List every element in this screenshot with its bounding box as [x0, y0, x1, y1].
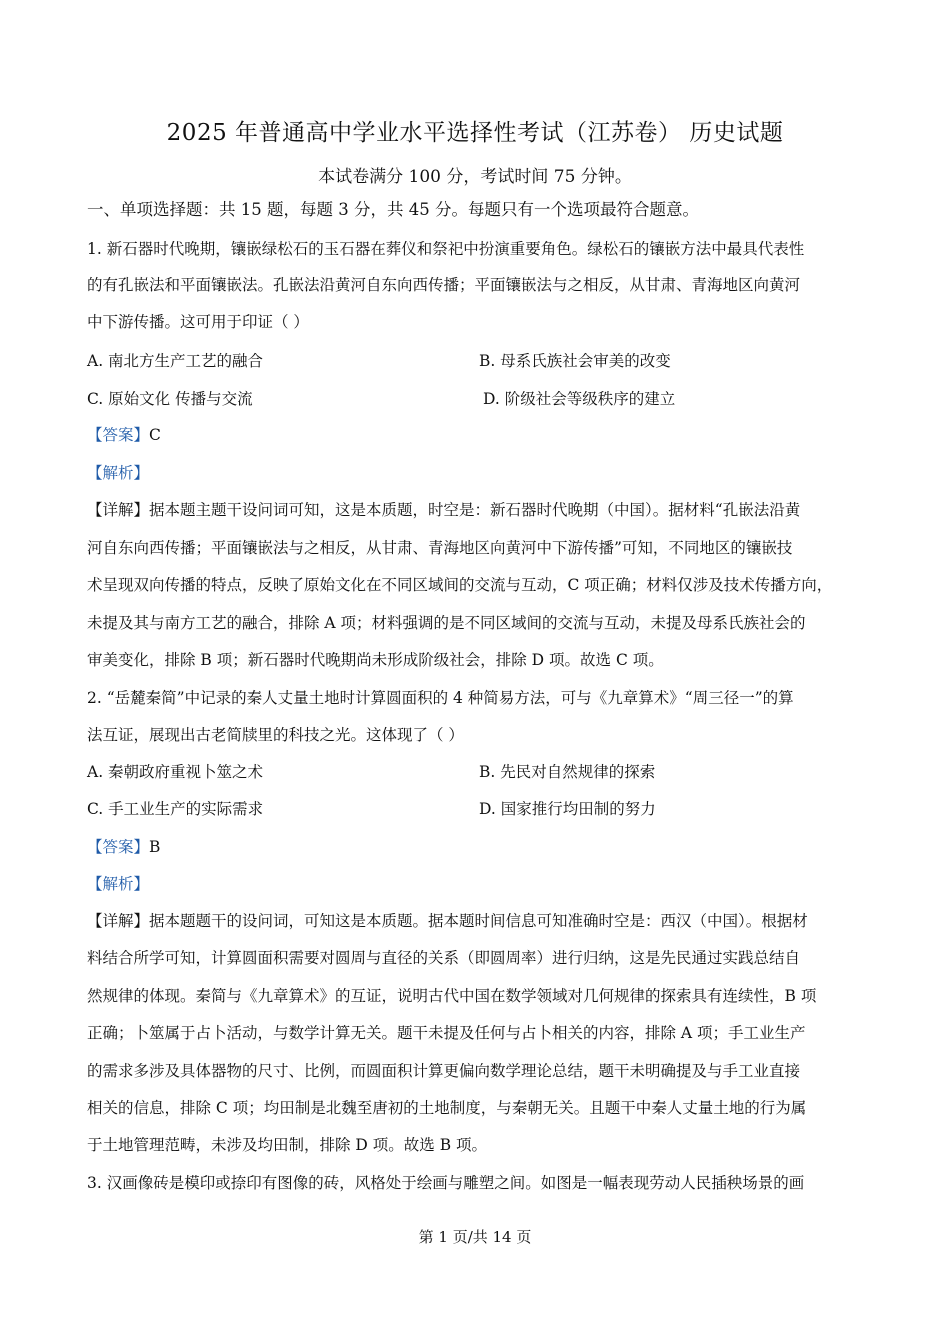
page-title: 2025 年普通高中学业水平选择性考试（江苏卷） 历史试题 — [166, 120, 784, 146]
section-heading: 一、单项选择题：共 15 题，每题 3 分，共 45 分。每题只有一个选项最符合题意。 — [87, 200, 699, 219]
detail-label: 【详解】 — [87, 912, 150, 930]
q1-analysis-label: 【解析】 — [87, 464, 150, 482]
q1-option-d: D. 阶级社会等级秩序的建立 — [483, 390, 676, 408]
q2-option-b: B. 先民对自然规律的探索 — [479, 763, 656, 781]
q2-detail-line: 料结合所学可知，计算圆面积需要对圆周与直径的关系（即圆周率）进行归纳，这是先民通过实践总结自 — [87, 949, 801, 967]
q1-detail-line — [87, 499, 800, 521]
q2-detail-line — [87, 910, 808, 932]
answer-label: 【答案】 — [87, 838, 150, 856]
q2-answer — [87, 836, 160, 858]
q1-detail-line: 术呈现双向传播的特点，反映了原始文化在不同区域间的交流与互动，C 项正确；材料仅涉及技术传播方向， — [87, 576, 833, 594]
q1-answer — [87, 424, 161, 446]
q2-detail-line: 相关的信息，排除 C 项；均田制是北魏至唐初的土地制度，与秦朝无关。且题干中秦人丈量土地的行为属 — [87, 1099, 807, 1117]
detail-label: 【详解】 — [87, 501, 150, 519]
answer-label: 【答案】 — [87, 426, 150, 444]
q2-option-c: C. 手工业生产的实际需求 — [87, 800, 264, 818]
q1-detail-line: 未提及其与南方工艺的融合，排除 A 项；材料强调的是不同区域间的交流与互动，未提及母系氏族社会的 — [87, 614, 806, 632]
q2-detail-line: 然规律的体现。秦简与《九章算术》的互证，说明古代中国在数学领域对几何规律的探索具有连续性，B 项 — [87, 987, 817, 1005]
q1-detail-line: 河自东向西传播；平面镶嵌法与之相反，从甘肃、青海地区向黄河中下游传播”可知，不同地区的镶嵌技 — [87, 539, 793, 557]
q1-stem-line: 1. 新石器时代晚期，镶嵌绿松石的玉石器在葬仪和祭祀中扮演重要角色。绿松石的镶嵌方法中最具代表性 — [87, 240, 805, 258]
q2-stem-line: 2. “岳麓秦简”中记录的秦人丈量土地时计算圆面积的 4 种简易方法，可与《九章算术》“周三径一”的算 — [87, 689, 794, 707]
q2-detail-line: 的需求多涉及具体器物的尺寸、比例，而圆面积计算更偏向数学理论总结，题干未明确提及与手工业直接 — [87, 1062, 801, 1080]
detail-text: 据本题题干的设问词，可知这是本质题。据本题时间信息可知准确时空是：西汉（中国）。根据材 — [149, 912, 808, 930]
q1-detail-line: 审美变化，排除 B 项；新石器时代晚期尚未形成阶级社会，排除 D 项。故选 C 项。 — [87, 651, 664, 669]
q1-option-c: C. 原始文化 传播与交流 — [87, 390, 253, 408]
q2-option-a: A. 秦朝政府重视卜筮之术 — [87, 763, 264, 781]
detail-text: 据本题主题干设问词可知，这是本质题，时空是：新石器时代晚期（中国）。据材料“孔嵌法沿黄 — [149, 501, 801, 519]
q2-detail-line: 于土地管理范畴，未涉及均田制，排除 D 项。故选 B 项。 — [87, 1136, 488, 1154]
answer-value: B — [149, 838, 161, 856]
q2-option-d: D. 国家推行均田制的努力 — [479, 800, 656, 818]
q3-stem-line: 3. 汉画像砖是模印或捺印有图像的砖，风格处于绘画与雕塑之间。如图是一幅表现劳动人民插秧场景的画 — [87, 1174, 805, 1192]
exam-info: 本试卷满分 100 分，考试时间 75 分钟。 — [318, 167, 632, 187]
answer-value: C — [149, 426, 161, 444]
q1-option-b: B. 母系氏族社会审美的改变 — [479, 352, 671, 370]
page-number: 第 1 页/共 14 页 — [418, 1228, 532, 1246]
q2-analysis-label: 【解析】 — [87, 875, 150, 893]
q2-detail-line: 正确；卜筮属于占卜活动，与数学计算无关。题干未提及任何与占卜相关的内容，排除 A 项；手工业生产 — [87, 1024, 806, 1042]
q1-stem-line: 中下游传播。这可用于印证（ ） — [87, 313, 309, 331]
q1-stem-line: 的有孔嵌法和平面镶嵌法。孔嵌法沿黄河自东向西传播；平面镶嵌法与之相反，从甘肃、青海地区向黄河 — [87, 276, 801, 294]
q1-option-a: A. 南北方生产工艺的融合 — [87, 352, 264, 370]
q2-stem-line: 法互证，展现出古老简牍里的科技之光。这体现了（ ） — [87, 726, 464, 744]
